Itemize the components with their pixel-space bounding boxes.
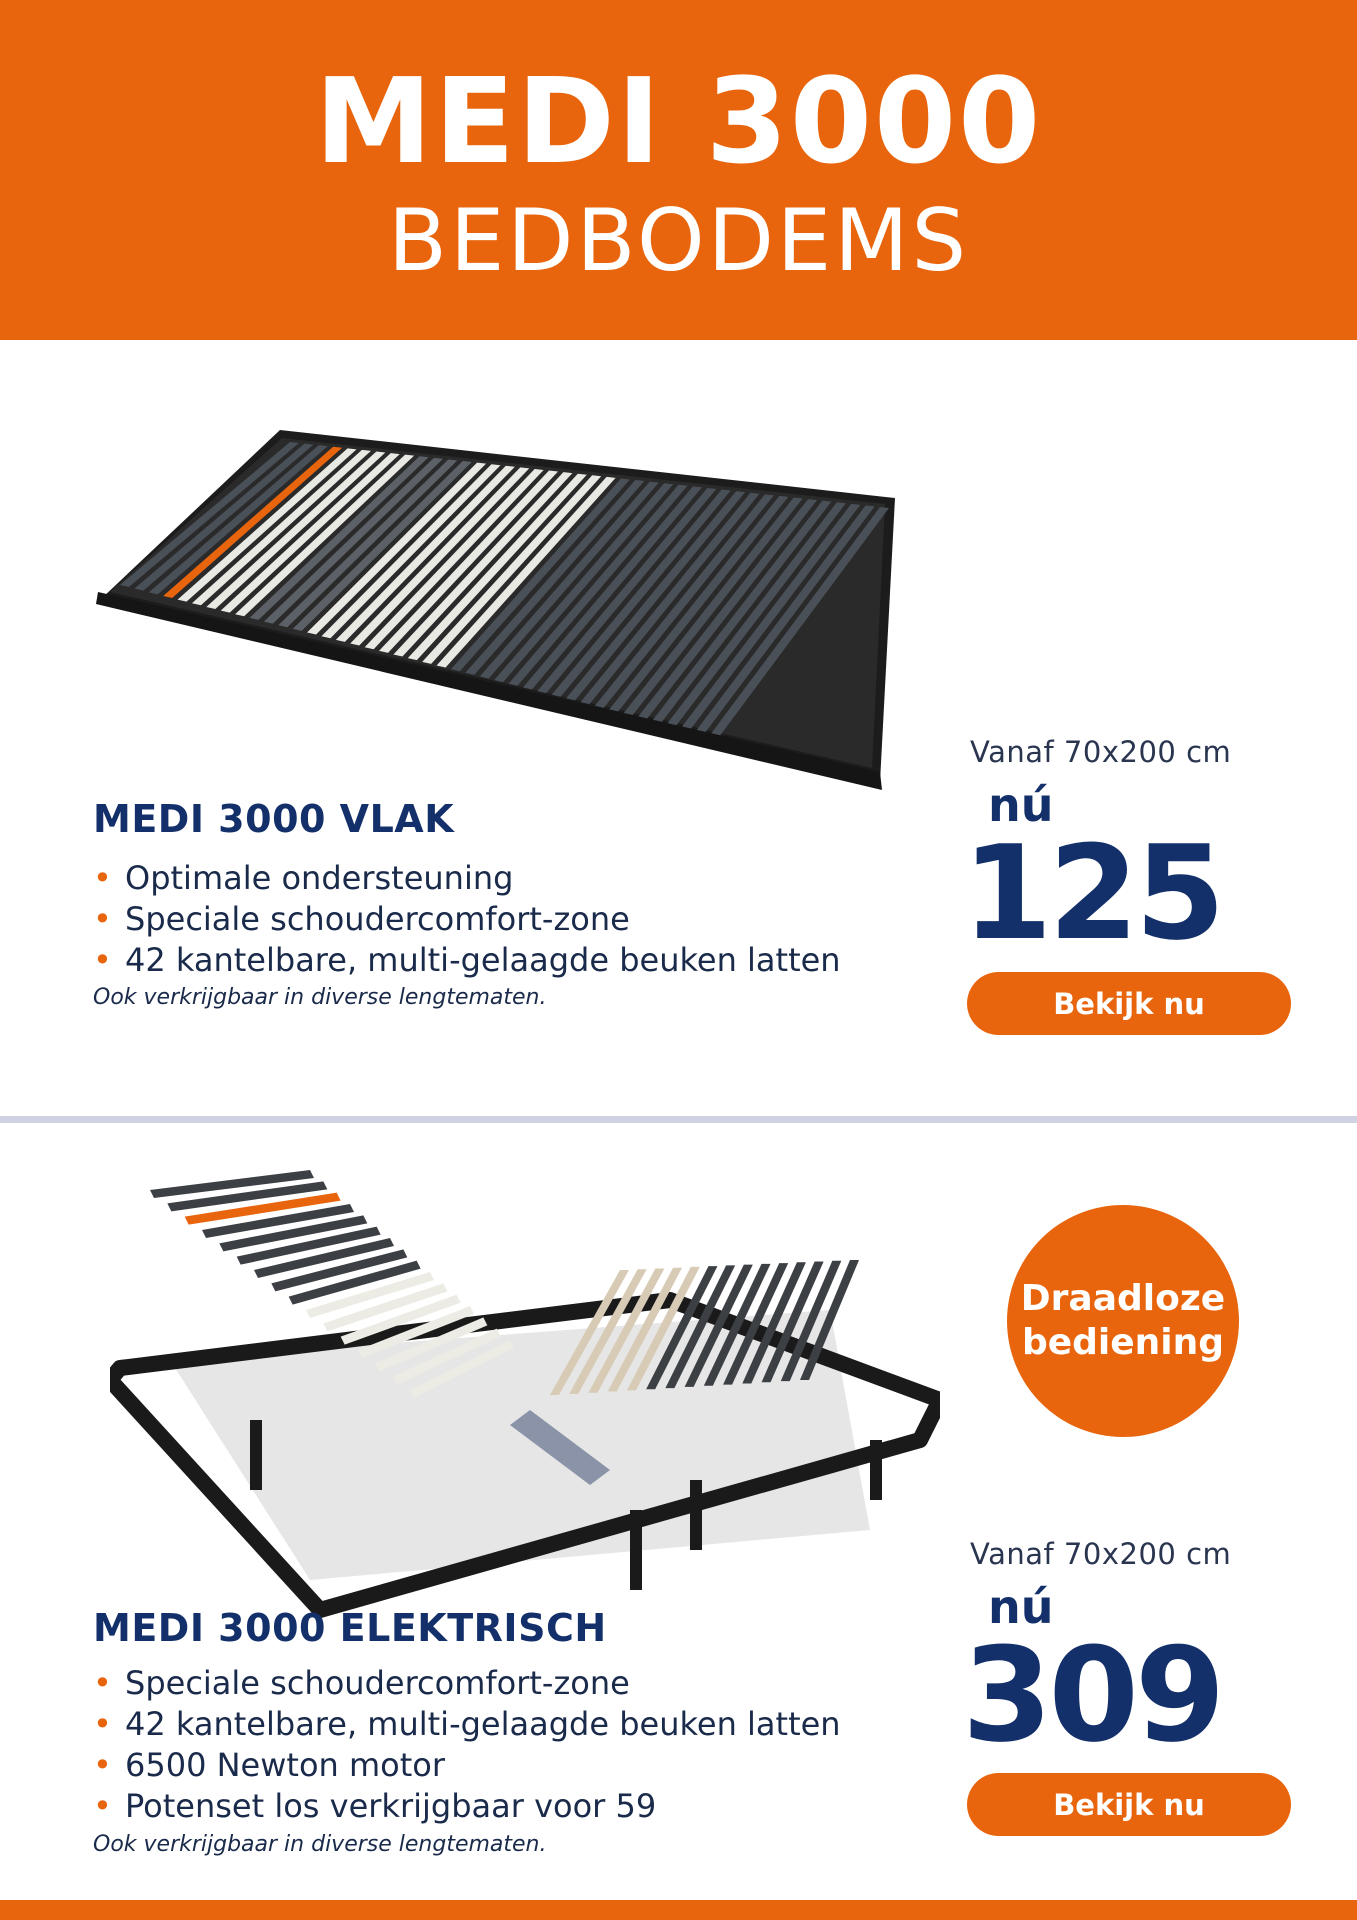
now-label: nú bbox=[988, 778, 1054, 832]
footer-bar bbox=[0, 1900, 1357, 1920]
wireless-badge bbox=[1007, 1205, 1239, 1437]
availability-note: Ook verkrijgbaar in diverse lengtematen. bbox=[93, 985, 547, 1010]
bullet-icon: • bbox=[93, 1705, 112, 1743]
availability-note: Ook verkrijgbaar in diverse lengtematen. bbox=[93, 1832, 547, 1857]
product-title: MEDI 3000 ELEKTRISCH bbox=[93, 1606, 607, 1650]
list-item: • Potenset los verkrijgbaar voor 59 bbox=[93, 1787, 657, 1825]
bullet-icon: • bbox=[93, 1787, 112, 1825]
list-item: • Speciale schoudercomfort-zone bbox=[93, 1664, 630, 1702]
product-image-elektrisch bbox=[110, 1150, 940, 1630]
bullet-icon: • bbox=[93, 859, 112, 897]
feature-list bbox=[93, 1663, 841, 1827]
page-title: MEDI 3000 bbox=[314, 52, 1043, 190]
list-item: • 42 kantelbare, multi-gelaagde beuken latten bbox=[93, 941, 841, 979]
size-label: Vanaf 70x200 cm bbox=[970, 1537, 1232, 1571]
list-item: • Optimale ondersteuning bbox=[93, 859, 514, 897]
bullet-icon: • bbox=[93, 900, 112, 938]
badge-line: Draadloze bbox=[1020, 1278, 1226, 1319]
view-now-button[interactable]: Bekijk nu bbox=[967, 972, 1291, 1035]
view-now-button[interactable]: Bekijk nu bbox=[967, 1773, 1291, 1836]
bullet-icon: • bbox=[93, 1746, 112, 1784]
list-item: • 42 kantelbare, multi-gelaagde beuken latten bbox=[93, 1705, 841, 1743]
product-title: MEDI 3000 VLAK bbox=[93, 797, 455, 841]
now-label: nú bbox=[988, 1580, 1054, 1634]
price: 125 bbox=[962, 817, 1222, 969]
bullet-icon: • bbox=[93, 1664, 112, 1702]
size-label: Vanaf 70x200 cm bbox=[970, 735, 1232, 769]
bullet-icon: • bbox=[93, 941, 112, 979]
list-item: • Speciale schoudercomfort-zone bbox=[93, 900, 630, 938]
badge-line: bediening bbox=[1021, 1322, 1225, 1363]
price: 309 bbox=[962, 1619, 1222, 1771]
list-item: • 6500 Newton motor bbox=[93, 1746, 446, 1784]
page-subtitle: BEDBODEMS bbox=[387, 191, 970, 291]
